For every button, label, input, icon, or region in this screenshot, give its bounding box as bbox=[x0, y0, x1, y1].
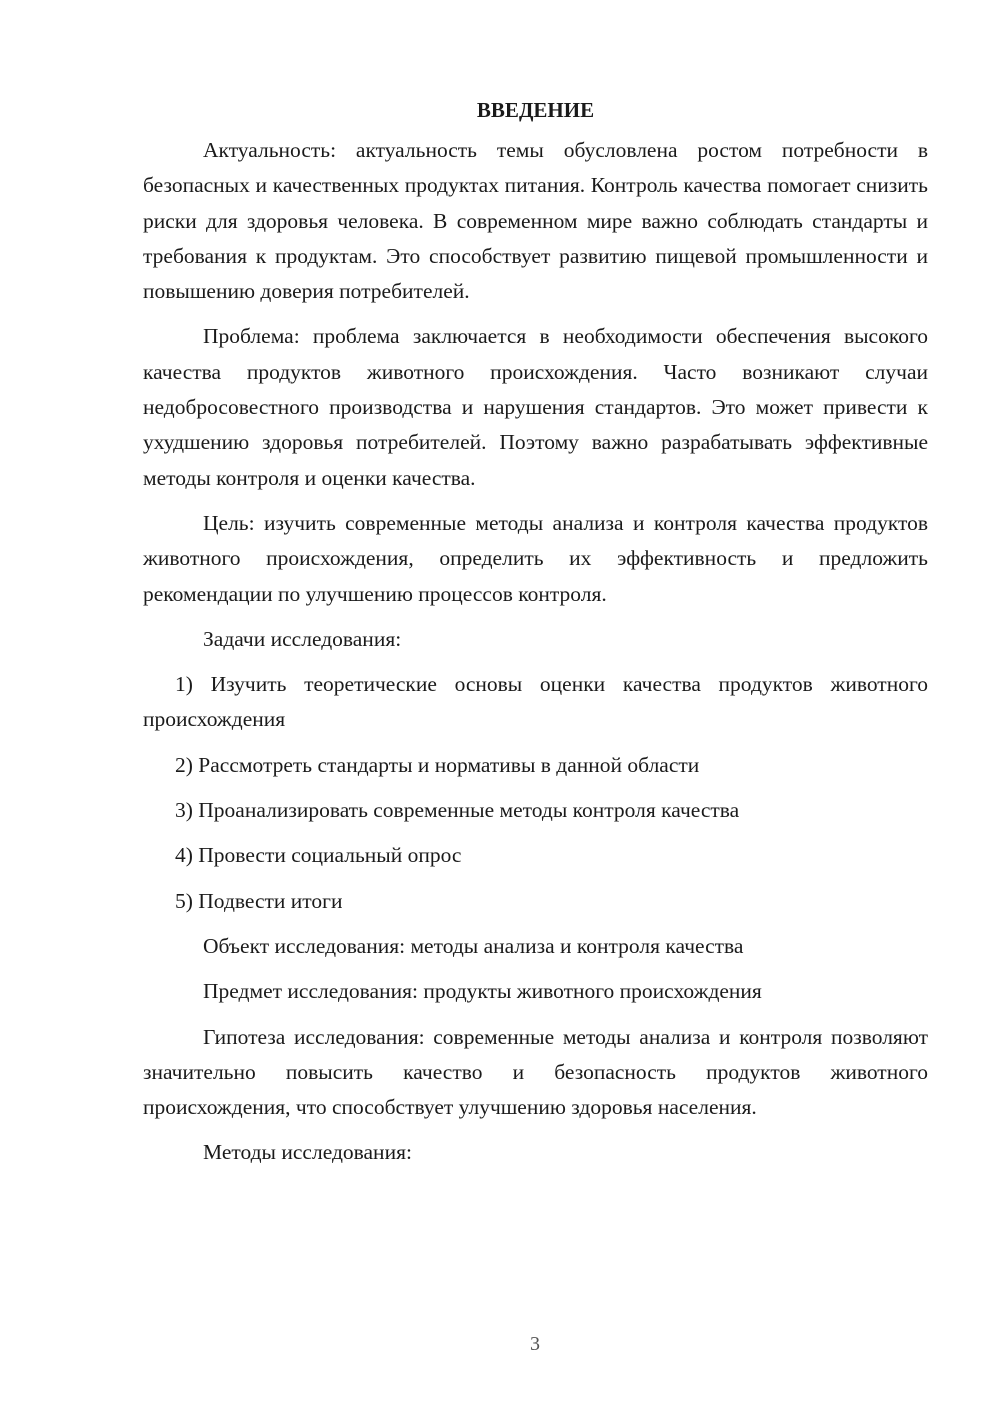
goal-paragraph: Цель: изучить современные методы анализа и контроля качества продуктов животного происхождения, определить их эффективность и предложить рекомендации по улучшению процессов контроля. bbox=[143, 510, 928, 606]
task-item-4: 4) Провести социальный опрос bbox=[175, 843, 462, 868]
problem-paragraph: Проблема: проблема заключается в необходимости обеспечения высокого качества продуктов животного происхождения. Часто возникают случаи недобросовестного производства и нарушения стандартов. Это может привести к ухудшению здоровья потребителей. Поэтому важно разрабатывать эффективные методы контроля и оценки качества. bbox=[143, 324, 928, 490]
subject-paragraph: Предмет исследования: продукты животного происхождения bbox=[203, 979, 762, 1004]
hypothesis-paragraph: Гипотеза исследования: современные методы анализа и контроля позволяют значительно повысить качество и безопасность продуктов животного происхождения, что способствует улучшению здоровья населения. bbox=[143, 1024, 928, 1120]
task-item-3: 3) Проанализировать современные методы контроля качества bbox=[175, 798, 740, 823]
task-item-5: 5) Подвести итоги bbox=[175, 888, 343, 913]
relevance-paragraph: Актуальность: актуальность темы обусловлена ростом потребности в безопасных и качественных продуктах питания. Контроль качества помогает снизить риски для здоровья человека. В современном мире важно соблюдать стандарты и требования к продуктам. Это способствует развитию пищевой промышленности и повышению доверия потребителей. bbox=[143, 138, 928, 304]
task-item-1: 1) Изучить теоретические основы оценки качества продуктов животного происхождения bbox=[143, 672, 928, 732]
object-paragraph: Объект исследования: методы анализа и контроля качества bbox=[203, 933, 744, 958]
section-title: ВВЕДЕНИЕ bbox=[476, 98, 595, 122]
task-item-2: 2) Рассмотреть стандарты и нормативы в данной области bbox=[175, 752, 700, 777]
tasks-heading: Задачи исследования: bbox=[203, 626, 402, 651]
document-page bbox=[143, 93, 928, 1171]
methods-heading: Методы исследования: bbox=[203, 1140, 412, 1165]
page-number: 3 bbox=[530, 1333, 540, 1355]
